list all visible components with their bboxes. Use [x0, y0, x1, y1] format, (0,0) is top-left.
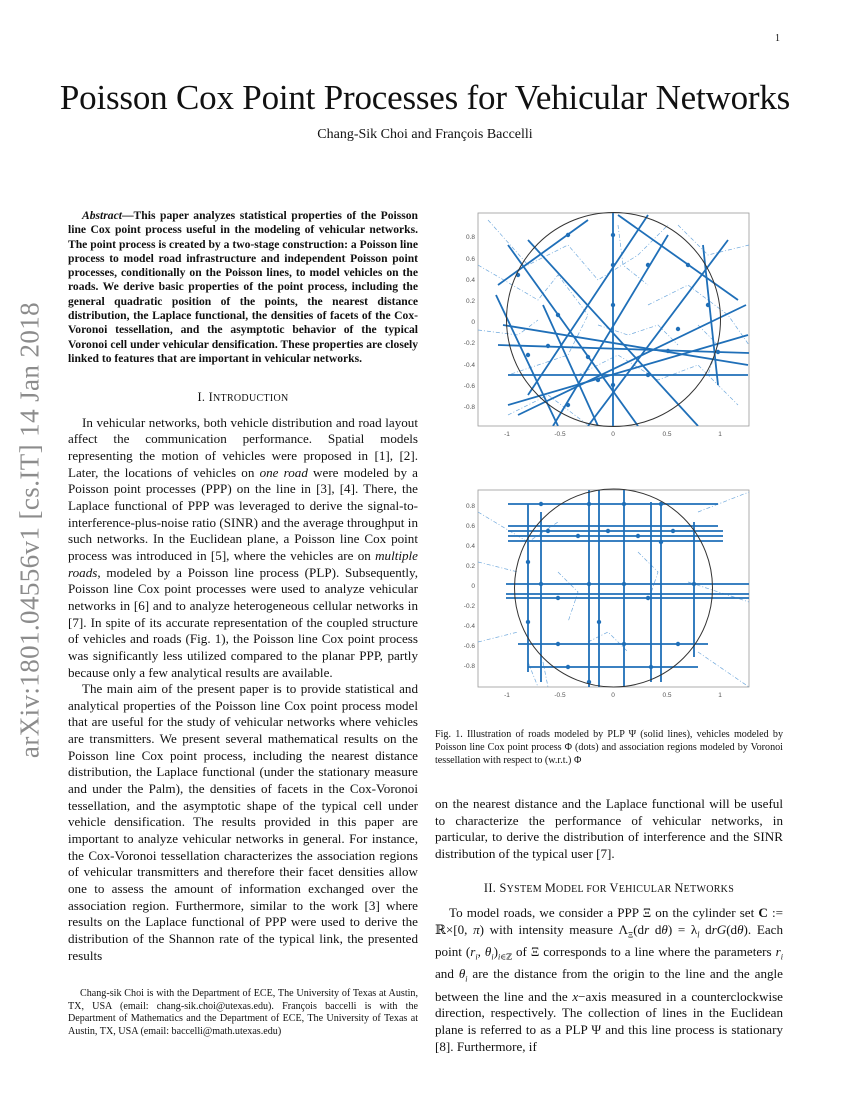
right-column-text [435, 796, 783, 1055]
svg-text:1: 1 [718, 692, 722, 699]
x-axis-ticks [504, 692, 722, 699]
svg-text:0.6: 0.6 [465, 256, 475, 263]
svg-text:0.5: 0.5 [662, 692, 672, 699]
intro-paragraph-1: In vehicular networks, both vehicle distribution and road layout affect the communication performance. Spatial models representing the motion of vehicles were proposed in [1], [2]. Later, the locations of vehicles on one road were modeled by a Poisson point processes (PPP) on the line in [3], [4]. There, the Laplace functional of PPP was leveraged to derive the signal-to-interference-plus-noise ratio (SINR) and the average throughput in such networks. In the Euclidean plane, a Poisson line Cox point process was introduced in [5], where the vehicles are on multiple roads, modeled by a Poisson line process (PLP). Subsequently, Poisson line Cox point processes were used to analyze vehicular networks in [6] and to analyze heterogeneous cellular networks in [7]. In spite of its accurate representation of the coupled structure of vehicles and roads (Fig. 1), the Poisson line Cox point process was significantly less utilized compared to the planar PPP, partly because only a few analytical results are available. [68, 414, 418, 680]
abstract-label: Abstract [82, 209, 122, 222]
svg-text:-0.5: -0.5 [554, 431, 566, 438]
svg-text:0.2: 0.2 [465, 298, 475, 305]
svg-text:0.5: 0.5 [662, 431, 672, 438]
y-axis-ticks [464, 503, 476, 670]
svg-text:-0.2: -0.2 [463, 340, 475, 347]
x-axis-ticks [504, 431, 722, 438]
svg-text:0: 0 [611, 692, 615, 699]
svg-text:-0.5: -0.5 [554, 692, 566, 699]
paper-title: Poisson Cox Point Processes for Vehicular Networks [59, 78, 791, 117]
svg-text:0: 0 [611, 431, 615, 438]
svg-text:-0.6: -0.6 [463, 643, 475, 650]
svg-text:0.8: 0.8 [465, 234, 475, 241]
svg-text:0.8: 0.8 [465, 503, 475, 510]
svg-text:-0.4: -0.4 [463, 362, 475, 369]
svg-text:-0.4: -0.4 [463, 623, 475, 630]
svg-text:-0.6: -0.6 [463, 383, 475, 390]
svg-text:0: 0 [471, 583, 475, 590]
intro-paragraph-2-continued: on the nearest distance and the Laplace functional will be useful to characterize the performance of vehicular networks, in particular, to derive the distribution of interference and the SINR distribution of the typical user [7]. [435, 796, 783, 861]
figure-1-caption: Fig. 1. Illustration of roads modeled by PLP Ψ (solid lines), vehicles modeled by Poisson line Cox point process Φ (dots) and association regions modeled by Voronoi tessellation with respect to (w.r.t.) Φ [435, 729, 783, 766]
svg-text:-1: -1 [504, 431, 510, 438]
svg-text:-0.8: -0.8 [463, 663, 475, 670]
svg-text:0.4: 0.4 [465, 277, 475, 284]
arxiv-stamp [8, 300, 52, 760]
abstract-text: —This paper analyzes statistical properties of the Poisson line Cox point process useful in the modeling of vehicular networks. The point process is created by a two-stage construction: a Poisson line process to model road infrastructure and independent Poisson point processes, conditionally on the Poisson lines, to model vehicles on the roads. We derive basic properties of the point process, including the general quadratic position of the points, the nearest distance distribution, the Laplace functional, the densities of facets of the Cox-Voronoi tessellation, and the asymptotic behavior of the typical Voronoi cell under vehicular densification. These properties are closely linked to features that are important in vehicular networks. [68, 209, 418, 365]
svg-text:1: 1 [718, 431, 722, 438]
svg-text:-0.8: -0.8 [463, 404, 475, 411]
svg-text:0.6: 0.6 [465, 523, 475, 530]
intro-paragraph-2: The main aim of the present paper is to provide statistical and analytical properties of the Poisson line Cox point process model that are useful for the study of vehicular networks where vehicles are transmitters. We present several mathematical results on the Poisson line Cox point process, including the nearest distance distribution, the Laplace functional (under the stationary measure and under the Palm), the densities of facets in the Cox-Voronoi tessellation, and the asymptotic shape of the typical cell under vehicle densification. The results provided in this paper are important to analyze vehicular networks in general. For instance, the Cox-Voronoi tessellation characterizes the association regions of vehicular transmitters and therefore their facet densities allow one to assess the amount of information exchanged over the association region. Furthermore, similar to the work [3] where results on the Laplace functional of PPP were used to derive the distribution of the Shannon rate of the typical link, the presented results [68, 681, 418, 963]
section-introduction [68, 389, 418, 964]
arxiv-stamp-text: arXiv:1801.04556v1 [cs.IT] 14 Jan 2018 [14, 301, 45, 759]
system-model-paragraph-1: To model roads, we consider a PPP Ξ on the cylinder set C := ℝ×[0, π) with intensity measure $\Lambda_\Xi(dr$ $d\theta) = \lambda_l$ drG(dθ). Each point ($r_i$, $\theta_i)_{i\in ℤ}$ of Ξ corresponds to a line where the parameters $r_i$ and $\theta_i$ are the distance from the origin to the line and the angle between the line and the x−axis measured in a counterclockwise direction, respectively. The collection of lines in the Euclidean plane is referred to as a PLP Ψ and this line process is stationary [8]. Furthermore, if [435, 905, 784, 1054]
svg-text:-1: -1 [504, 692, 510, 699]
figure-1-top-plot [448, 205, 778, 445]
page-number: 1 [775, 33, 780, 44]
abstract [68, 209, 418, 366]
author-footnote: Chang-sik Choi is with the Department of ECE, The University of Texas at Austin, TX, USA (email: chang-sik.choi@utexas.edu). François baccelli is with the Department of Mathematics and the Department of ECE, The University of Texas at Austin, TX, USA (email: baccelli@math.utexas.edu) [68, 988, 418, 1038]
paper-authors: Chang-Sik Choi and François Baccelli [317, 127, 533, 142]
svg-text:-0.2: -0.2 [463, 603, 475, 610]
figure-1-bottom-plot [448, 482, 778, 702]
section-heading-system-model: II. SYSTEM MODEL FOR VEHICULAR NETWORKS [483, 880, 735, 895]
svg-text:0: 0 [471, 319, 475, 326]
svg-text:0.2: 0.2 [465, 563, 475, 570]
y-axis-ticks [464, 234, 476, 411]
svg-text:0.4: 0.4 [465, 543, 475, 550]
section-heading-introduction: I. INTRODUCTION [197, 390, 289, 404]
